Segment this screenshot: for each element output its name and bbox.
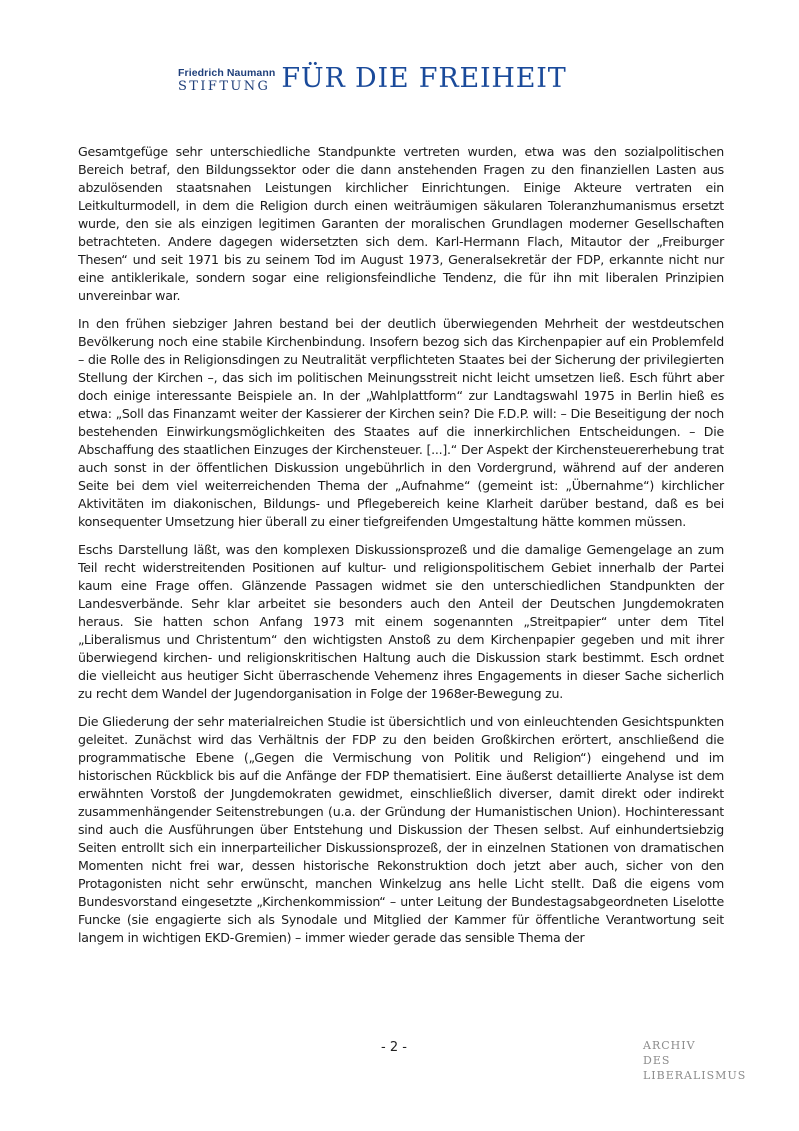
- logo-org-name: Friedrich Naumann: [178, 67, 276, 79]
- archive-line-3: LIBERALISMUS: [643, 1069, 747, 1082]
- header-logo: [178, 64, 567, 94]
- document-body: [78, 143, 724, 957]
- archive-line-1: ARCHIV: [643, 1039, 696, 1052]
- paragraph-4: Die Gliederung der sehr materialreichen Studie ist übersichtlich und von einleuchtenden Gesichtspunkten geleitet. Zunächst wird das Verhältnis der FDP zu den beiden Großkirchen erörtert, anschließend die programmatische Ebene („Gegen die Vermischung von Politik und Religion“) eingehend und im historischen Rückblick bis auf die Anfänge der FDP thematisiert. Eine äußerst detaillierte Analyse ist dem erwähnten Vorstoß der Jungdemokraten gewidmet, einschließlich diverser, damit direkt oder indirekt zusammenhängender Seitenstrebungen (u.a. der Gründung der Humanistischen Union). Hochinteressant sind auch die Ausführungen über Entstehung und Diskussion der Thesen selbst. Auf einhundertsiebzig Seiten entrollt sich ein innerparteilicher Diskussionsprozeß, der in einzelnen Stationen von dramatischen Momenten nicht frei war, dessen historische Rekonstruktion doch jetzt aber auch, sicher von den Protagonisten nicht sehr erwünscht, manchen Winkelzug ans helle Licht stellt. Daß die eigens vom Bundesvorstand eingesetzte „Kirchenkommission“ – unter Leitung der Bundestagsabgeordneten Liselotte Funcke (sie engagierte sich als Synodale und Mitglied der Kammer für öffentliche Verantwortung seit langem in wichtigen EKD-Gremien) – immer wieder gerade das sensible Thema der: [78, 714, 724, 945]
- paragraph-2: In den frühen siebziger Jahren bestand bei der deutlich überwiegenden Mehrheit der westdeutschen Bevölkerung noch eine stabile Kirchenbindung. Insofern bezog sich das Kirchenpapier auf ein Problemfeld – die Rolle des in Religionsdingen zu Neutralität verpflichteten Staates bei der Sicherung der privilegierten Stellung der Kirchen –, das sich im politischen Meinungsstreit nicht leicht umsetzen ließ. Esch führt aber doch einige interessante Beispiele an. In der „Wahlplattform“ zur Landtagswahl 1975 in Berlin hieß es etwa: „Soll das Finanzamt weiter der Kassierer der Kirchen sein? Die F.D.P. will: – Die Beseitigung der noch bestehenden Einwirkungsmöglichkeiten des Staates auf die innerkirchlichen Entscheidungen. – Die Abschaffung des staatlichen Einzuges der Kirchensteuer. [...].“ Der Aspekt der Kirchensteuererhebung trat auch sonst in der öffentlichen Diskussion ungebührlich in den Vordergrund, während auf der anderen Seite bei dem viel weiterreichenden Thema der „Aufnahme“ (gemeint ist: „Übernahme“) kirchlicher Aktivitäten im diakonischen, Bildungs- und Pflegebereich keine Klarheit darüber bestand, daß es bei konsequenter Umsetzung hier überall zu einer tiefgreifenden Umgestaltung hätte kommen müssen.: [78, 316, 724, 529]
- paragraph-3: Eschs Darstellung läßt, was den komplexen Diskussionsprozeß und die damalige Gemengelage an zum Teil recht widerstreitenden Positionen auf kultur- und religionspolitischem Gebiet innerhalb der Partei kaum eine Frage offen. Glänzende Passagen widmet sie den unterschiedlichen Standpunkten der Landesverbände. Sehr klar arbeitet sie besonders auch den Anteil der Deutschen Jungdemokraten heraus. Sie hatten schon Anfang 1973 mit einem sogenannten „Streitpapier“ unter dem Titel „Liberalismus und Christentum“ den wichtigsten Anstoß zu dem Kirchenpapier gegeben und mit ihrer überwiegend kirchen- und religionskritischen Haltung auch die Diskussion stark bestimmt. Esch ordnet die vielleicht aus heutiger Sicht überraschende Vehemenz ihres Engagements in dieser Sache sicherlich zu recht dem Wandel der Jugendorganisation in Folge der 1968er-Bewegung zu.: [78, 542, 724, 701]
- logo-slogan: FÜR DIE FREIHEIT: [281, 63, 567, 94]
- logo-org-type: STIFTUNG: [178, 79, 271, 94]
- archive-line-2: DES: [643, 1054, 671, 1067]
- paragraph-1: Gesamtgefüge sehr unterschiedliche Standpunkte vertreten wurden, etwa was den sozialpolitischen Bereich betraf, den Bildungssektor oder die dann anstehenden Fragen zu den finanziellen Lasten aus abzulösenden staatsnahen Leistungen kirchlicher Einrichtungen. Einige Akteure vertraten ein Leitkulturmodell, in dem die Religion durch einen weiträumigen säkularen Toleranzhumanismus ersetzt wurde, den sie als einzigen legitimen Garanten der moralischen Grundlagen moderner Gesellschaften betrachteten. Andere dagegen widersetzten sich dem. Karl-Hermann Flach, Mitautor der „Freiburger Thesen“ und seit 1971 bis zu seinem Tod im August 1973, Generalsekretär der FDP, erkannte nicht nur eine antiklerikale, sondern sogar eine religionsfeindliche Tendenz, die für ihn mit liberalen Prinzipien unvereinbar war.: [78, 144, 724, 303]
- archive-logo: [643, 1038, 746, 1083]
- page-number: - 2 -: [381, 1040, 407, 1055]
- logo-foundation: [178, 67, 275, 94]
